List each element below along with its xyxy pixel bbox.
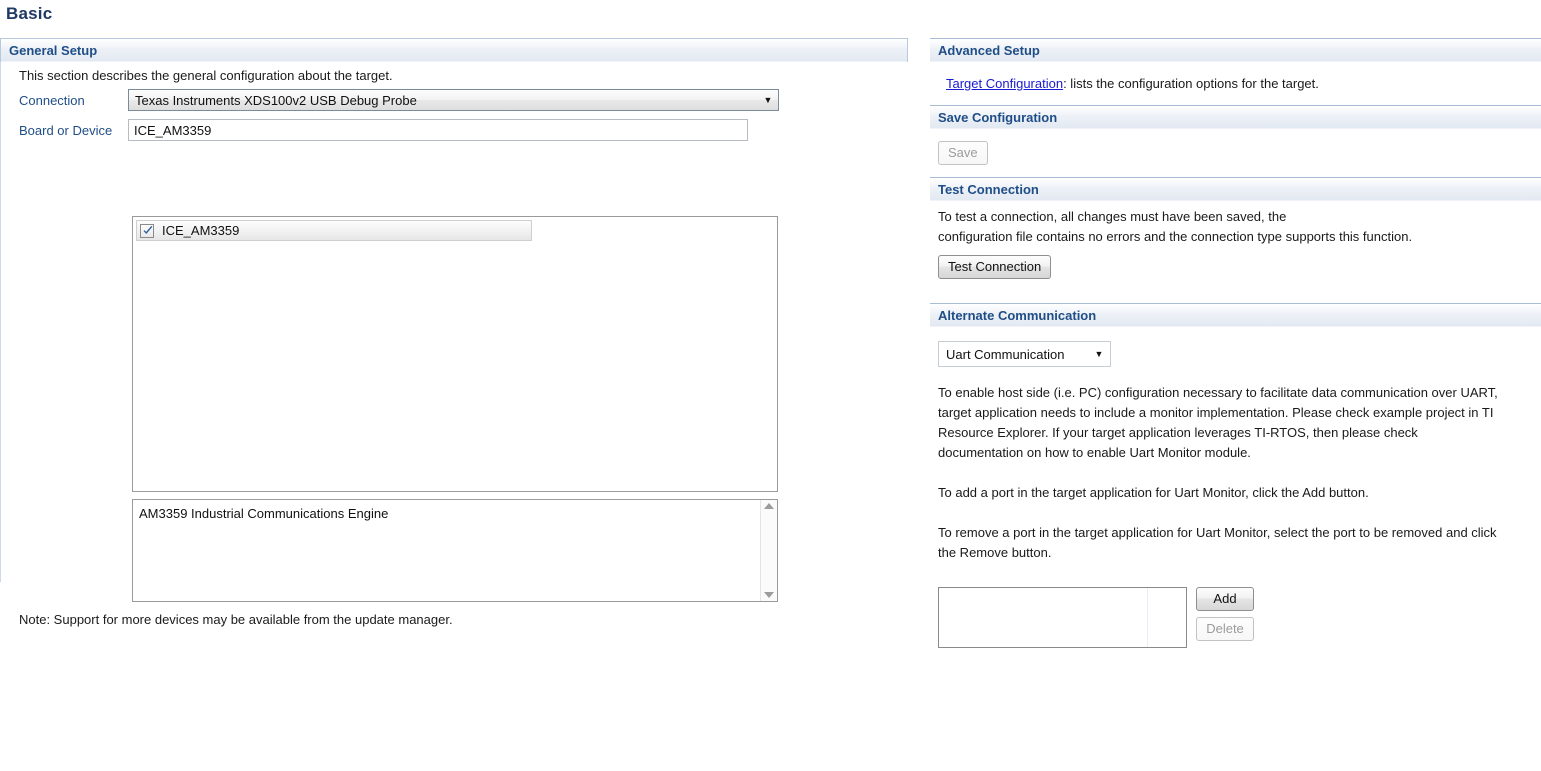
general-setup-body xyxy=(0,62,908,627)
test-connection-header: Test Connection xyxy=(930,177,1541,201)
delete-port-button[interactable]: Delete xyxy=(1196,617,1254,641)
device-description-box xyxy=(132,499,778,602)
checkbox-icon[interactable] xyxy=(140,224,154,238)
alternate-communication-body xyxy=(930,327,1541,648)
scroll-up-arrow-icon[interactable] xyxy=(764,503,774,509)
list-item-label: ICE_AM3359 xyxy=(162,223,240,238)
uart-paragraph-1: To enable host side (i.e. PC) configuration necessary to facilitate data communication over UART, target application needs to include a monitor implementation. Please check example project in TI Resource Explorer. If your target application leverages TI-RTOS, then please check documentation on how to enable Uart Monitor module. xyxy=(938,385,1498,460)
target-configuration-line xyxy=(938,62,1541,105)
general-setup-description: This section describes the general configuration about the target. xyxy=(19,68,393,83)
scroll-down-arrow-icon[interactable] xyxy=(764,592,774,598)
description-scrollbar[interactable] xyxy=(760,500,777,601)
board-or-device-input[interactable] xyxy=(128,119,748,141)
test-connection-body xyxy=(930,201,1541,289)
chevron-down-icon: ▼ xyxy=(763,95,773,105)
add-port-button[interactable]: Add xyxy=(1196,587,1254,611)
advanced-setup-body xyxy=(930,62,1541,105)
alternate-communication-section xyxy=(930,303,1541,648)
device-list[interactable] xyxy=(132,216,778,492)
uart-paragraph-2: To add a port in the target application for Uart Monitor, click the Add button. xyxy=(938,485,1369,500)
page-title: Basic xyxy=(6,4,53,23)
left-column xyxy=(0,38,908,627)
board-or-device-label: Board or Device xyxy=(19,122,113,138)
update-manager-note: Note: Support for more devices may be available from the update manager. xyxy=(19,612,453,627)
save-configuration-section xyxy=(930,105,1541,177)
advanced-setup-section xyxy=(930,38,1541,105)
port-list-column-2 xyxy=(1148,588,1186,647)
connection-label: Connection xyxy=(19,92,85,108)
test-connection-description-line2: configuration file contains no errors and the connection type supports this function. xyxy=(938,229,1413,244)
general-setup-section xyxy=(0,38,908,627)
general-setup-header: General Setup xyxy=(0,38,908,62)
right-column xyxy=(930,38,1541,648)
device-description-text: AM3359 Industrial Communications Engine xyxy=(139,506,389,521)
test-connection-section xyxy=(930,177,1541,289)
chevron-down-icon: ▼ xyxy=(1094,349,1104,359)
target-configuration-suffix: : lists the configuration options for the target. xyxy=(1063,76,1319,91)
communication-type-dropdown[interactable] xyxy=(938,341,1111,367)
save-button[interactable]: Save xyxy=(938,141,988,165)
port-buttons xyxy=(1196,587,1254,641)
test-connection-description-line1: To test a connection, all changes must have been saved, the xyxy=(938,209,1287,224)
alternate-communication-header: Alternate Communication xyxy=(930,303,1541,327)
save-configuration-header: Save Configuration xyxy=(930,105,1541,129)
communication-type-value: Uart Communication xyxy=(946,346,1065,362)
port-list-column xyxy=(939,588,1147,647)
test-connection-button[interactable]: Test Connection xyxy=(938,255,1051,279)
port-controls xyxy=(938,587,1541,648)
advanced-setup-header: Advanced Setup xyxy=(930,38,1541,62)
list-item[interactable] xyxy=(136,220,532,241)
connection-selected-value: Texas Instruments XDS100v2 USB Debug Probe xyxy=(135,92,417,108)
connection-dropdown[interactable] xyxy=(128,89,779,111)
connection-row xyxy=(1,89,908,111)
board-or-device-row xyxy=(1,119,908,141)
save-configuration-body xyxy=(930,129,1541,177)
port-list[interactable] xyxy=(938,587,1187,648)
uart-paragraph-3: To remove a port in the target application for Uart Monitor, select the port to be removed and click the Remove button. xyxy=(938,525,1497,560)
target-configuration-link[interactable]: Target Configuration xyxy=(946,76,1064,91)
